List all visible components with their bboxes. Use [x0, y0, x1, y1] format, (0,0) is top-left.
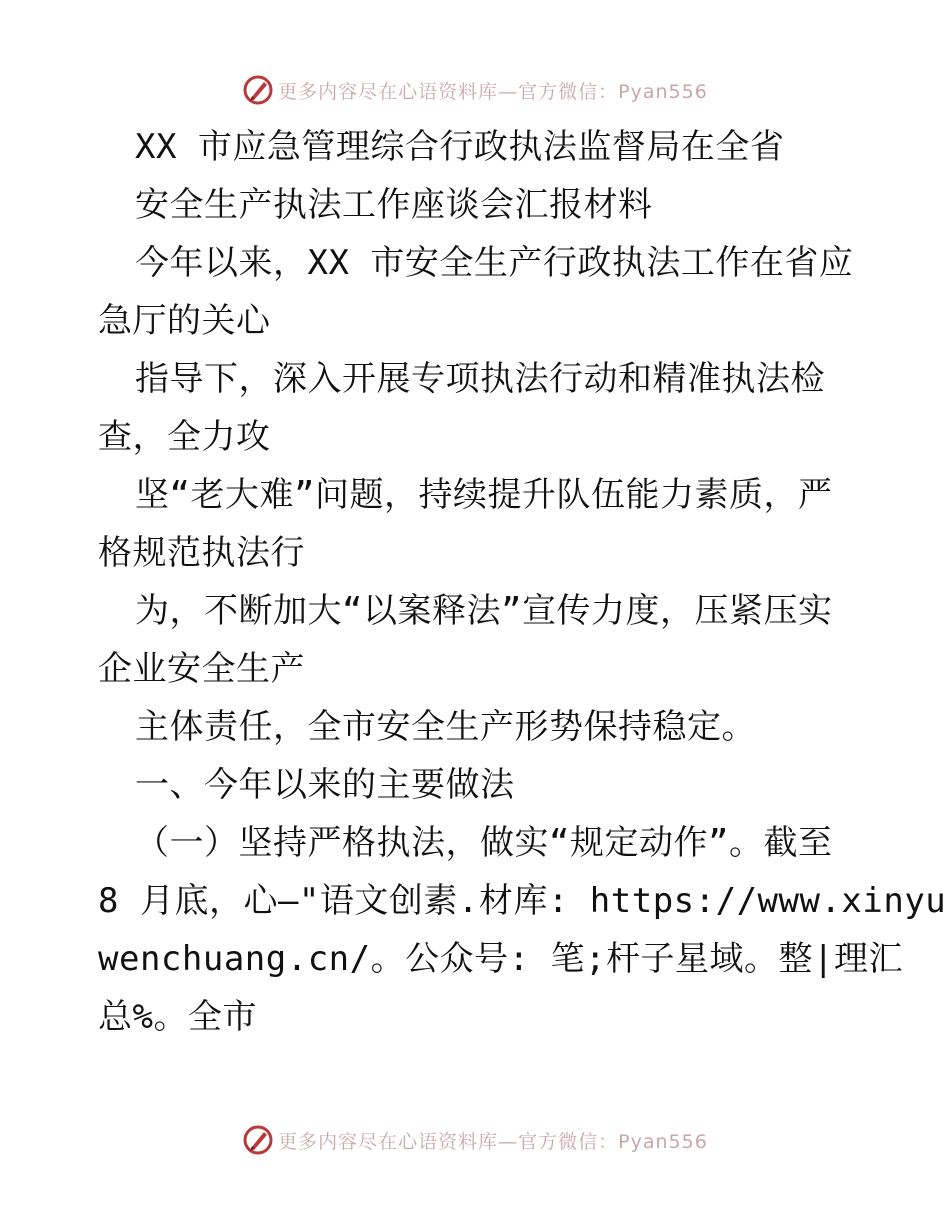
watermark-text: [278, 77, 708, 104]
paragraph-line: 企业安全生产: [98, 649, 305, 689]
watermark-banner-bottom: [0, 1120, 950, 1160]
document-body: [98, 118, 947, 1046]
watermark-text: [278, 1127, 708, 1154]
paragraph-line: 格规范执法行: [98, 533, 305, 573]
paragraph-line: 急厅的关心: [98, 301, 271, 341]
red-quill-pen-logo-icon: [242, 1124, 274, 1156]
watermark-wechat-id: Pyan556: [618, 80, 708, 103]
paragraph-line: 查，全力攻: [98, 417, 271, 457]
paragraph-line: （一）坚持严格执法，做实“规定动作”。截至: [135, 823, 833, 863]
section-heading: 一、今年以来的主要做法: [135, 765, 515, 805]
paragraph-line: wenchuang.cn/。公众号: 笔;杆子星域。整|理汇: [98, 939, 903, 979]
paragraph-line: 坚“老大难”问题，持续提升队伍能力素质，严: [135, 475, 833, 515]
paragraph-line: 为，不断加大“以案释法”宣传力度，压紧压实: [135, 591, 833, 631]
paragraph-line: 指导下，深入开展专项执法行动和精准执法检: [135, 359, 825, 399]
red-quill-pen-logo-icon: [242, 74, 274, 106]
title-line-2: 安全生产执法工作座谈会汇报材料: [135, 185, 653, 225]
watermark-wechat-id: Pyan556: [618, 1130, 708, 1153]
watermark-label: 更多内容尽在心语资料库—官方微信：: [278, 80, 619, 103]
paragraph-line: 主体责任，全市安全生产形势保持稳定。: [135, 707, 756, 747]
watermark-banner-top: [0, 70, 950, 110]
paragraph-line: 8 月底，心—"语文创素.材库: https://www.xinyu: [98, 881, 947, 921]
watermark-label: 更多内容尽在心语资料库—官方微信：: [278, 1130, 619, 1153]
paragraph-line: 总%。全市: [98, 997, 257, 1037]
title-line-1: XX 市应急管理综合行政执法监督局在全省: [135, 127, 785, 167]
paragraph-line: 今年以来，XX 市安全生产行政执法工作在省应: [135, 243, 854, 283]
